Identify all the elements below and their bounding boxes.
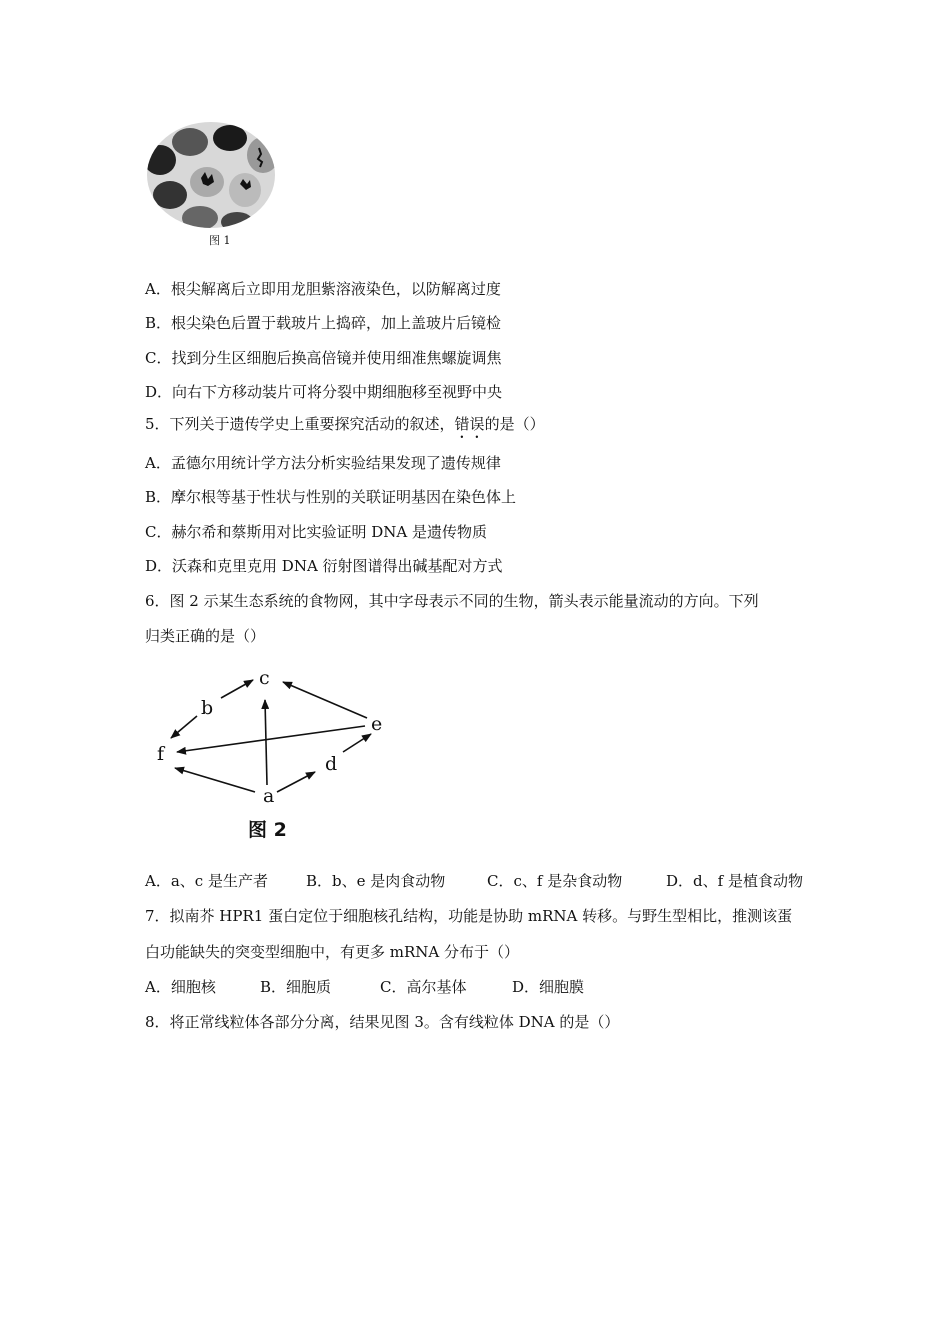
edge-b-to-f — [171, 716, 197, 738]
q5-option-a: A．孟德尔用统计学方法分析实验结果发现了遗传规律 — [145, 454, 501, 472]
q5-stem-emphasis: 错误 — [454, 415, 485, 433]
edge-a-to-f — [175, 768, 255, 792]
q5-option-d: D．沃森和克里克用 DNA 衍射图谱得出碱基配对方式 — [145, 557, 503, 575]
q6-option-c: C．c、f 是杂食动物 — [487, 872, 623, 890]
node-c: c — [259, 667, 270, 689]
q7-option-b: B．细胞质 — [260, 978, 332, 996]
q5-stem-end: 的是（） — [484, 415, 545, 433]
q7-option-c: C．高尔基体 — [380, 978, 467, 996]
food-web-diagram — [145, 660, 405, 850]
q6-option-b: B．b、e 是肉食动物 — [306, 872, 446, 890]
q7-option-a: A．细胞核 — [145, 978, 216, 996]
edge-a-to-c — [265, 700, 267, 785]
q7-stem-line2: 白功能缺失的突变型细胞中，有更多 mRNA 分布于（） — [145, 943, 520, 961]
edge-e-to-f — [177, 726, 365, 752]
q5-option-b: B．摩尔根等基于性状与性别的关联证明基因在染色体上 — [145, 488, 517, 506]
node-b: b — [201, 697, 214, 719]
edge-b-to-c — [221, 680, 253, 698]
q6-option-d: D．d、f 是植食动物 — [666, 872, 803, 890]
q5-option-c: C．赫尔希和蔡斯用对比实验证明 DNA 是遗传物质 — [145, 523, 487, 541]
q7-stem-line1: 7．拟南芥 HPR1 蛋白定位于细胞核孔结构，功能是协助 mRNA 转移。与野生型相比，推测该蛋 — [145, 907, 793, 925]
edge-e-to-c — [283, 682, 367, 718]
q8-stem: 8．将正常线粒体各部分分离，结果见图 3。含有线粒体 DNA 的是（） — [145, 1013, 620, 1031]
figure-2-caption: 图 2 — [248, 819, 287, 841]
q4-option-d: D．向右下方移动装片可将分裂中期细胞移至视野中央 — [145, 383, 503, 401]
node-a: a — [263, 785, 275, 807]
edge-a-to-d — [277, 772, 315, 792]
q4-option-a: A．根尖解离后立即用龙胆紫溶液染色，以防解离过度 — [145, 280, 501, 298]
microscope-field-image — [145, 120, 280, 230]
q5-stem — [145, 414, 545, 442]
q6-stem-line1: 6．图 2 示某生态系统的食物网，其中字母表示不同的生物，箭头表示能量流动的方向。下列 — [145, 592, 759, 610]
figure-1 — [145, 120, 280, 255]
node-f: f — [157, 743, 165, 765]
q6-option-a: A．a、c 是生产者 — [145, 872, 268, 890]
node-e: e — [371, 713, 383, 735]
q7-option-d: D．细胞膜 — [512, 978, 585, 996]
edge-d-to-e — [343, 734, 371, 752]
q5-stem-start: 5．下列关于遗传学史上重要探究活动的叙述， — [145, 415, 455, 433]
q6-stem-line2: 归类正确的是（） — [145, 627, 266, 645]
q4-option-b: B．根尖染色后置于载玻片上捣碎，加上盖玻片后镜检 — [145, 314, 502, 332]
node-d: d — [325, 753, 338, 775]
q4-option-c: C．找到分生区细胞后换高倍镜并使用细准焦螺旋调焦 — [145, 349, 502, 367]
figure-1-caption: 图 1 — [209, 234, 231, 247]
